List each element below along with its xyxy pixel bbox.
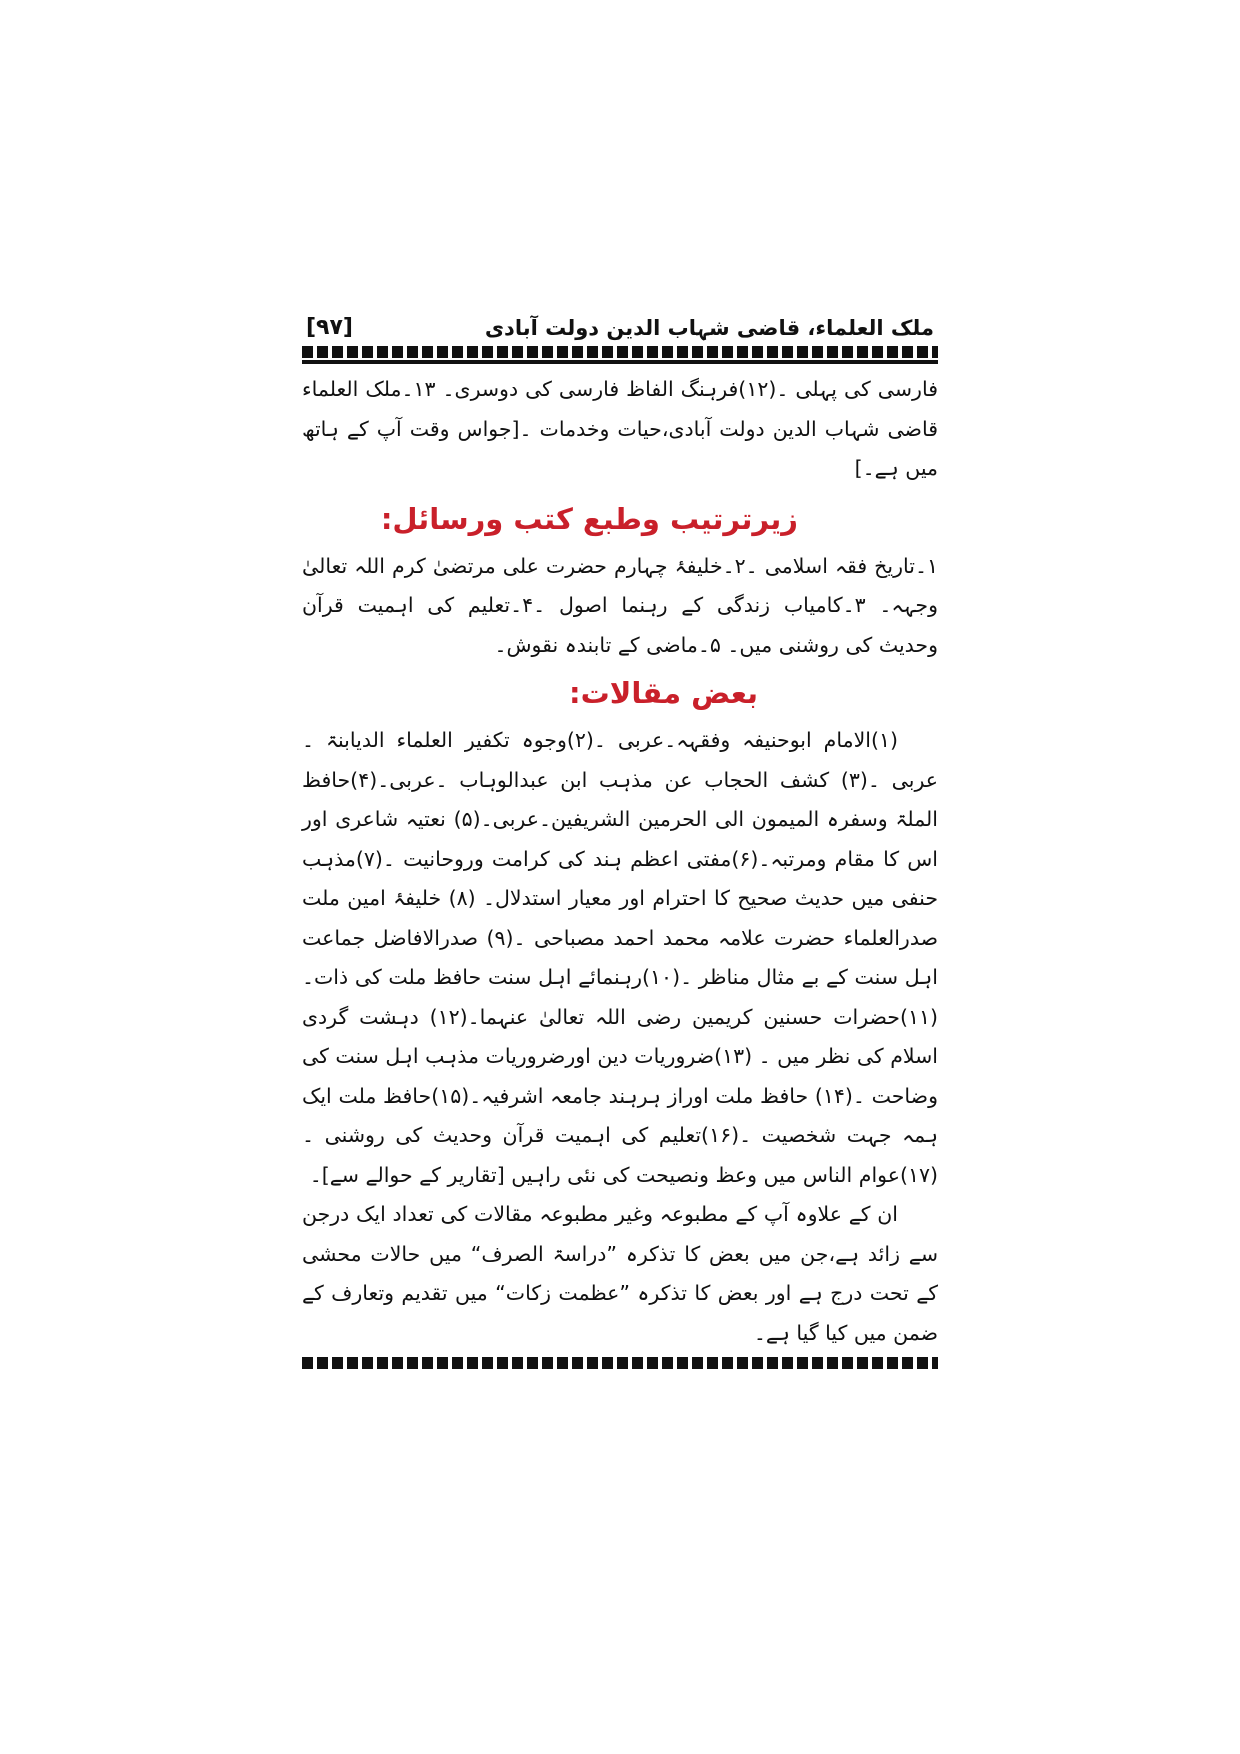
section-heading-articles: بعض مقالات: [569,676,758,710]
articles-list-paragraph: (۱)الامام ابوحنیفہ وفقہہ۔عربی ۔(۲)وجوہ تکفیر العلماء الدیابنۃ ۔عربی ۔(۳) کشف الحجاب عن مذہب ابن عبدالوہاب ۔عربی۔(۴)حافظ الملۃ وسفرہ المیمون الی الحرمین الشریفین۔عربی۔(۵) نعتیہ شاعری اور اس کا مقام ومرتبہ۔(۶)مفتی اعظم ہند کی کرامت وروحانیت ۔(۷)مذہب حنفی میں حدیث صحیح کا احترام اور معیار استدلال۔ (۸) خلیفۂ امین ملت صدرالعلماء حضرت علامہ محمد احمد مصباحی ۔(۹) صدرالافاضل جماعت اہل سنت کے بے مثال مناظر ۔(۱۰)رہنمائے اہل سنت حافظ ملت کی ذات۔ (۱۱)حضرات حسنین کریمین رضی اللہ تعالیٰ عنہما۔(۱۲) دہشت گردی اسلام کی نظر میں ۔ (۱۳)ضروریات دین اورضروریات مذہب اہل سنت کی وضاحت ۔(۱۴) حافظ ملت اوراز ہرہند جامعہ اشرفیہ۔(۱۵)حافظ ملت ایک ہمہ جہت شخصیت ۔(۱۶)تعلیم کی اہمیت قرآن وحدیث کی روشنی ۔(۱۷)عوام الناس میں وعظ ونصیحت کی نئی راہیں [تقاریر کے حوالے سے]۔ [302,728,939,1187]
running-title: ملک العلماء، قاضی شہاب الدین دولت آبادی [484,316,934,340]
section-heading-books: زیرترتیب وطبع کتب ورسائل: [380,501,798,536]
footer-dashed-rule [302,1357,938,1369]
page-number: [۹۷] [306,315,353,340]
intro-paragraph: فارسی کی پہلی ۔(۱۲)فرہنگ الفاظ فارسی کی دوسری۔ ۱۳۔ملک العلماء قاضی شہاب الدین دولت آبادی،حیات وخدمات ۔[جواس وقت آپ کے ہاتھ میں ہے۔] [302,377,938,480]
books-list-paragraph: ۱۔تاریخ فقہ اسلامی ۔۲۔خلیفۂ چہارم حضرت علی مرتضیٰ کرم اللہ تعالیٰ وجہہ۔ ۳۔کامیاب زندگی کے رہنما اصول ۔۴۔تعلیم کی اہمیت قرآن وحدیث کی روشنی میں۔ ۵۔ماضی کے تابندہ نقوش۔ [302,553,938,657]
header-solid-rule [302,360,938,364]
page-header [302,300,938,340]
closing-paragraph: ان کے علاوہ آپ کے مطبوعہ وغیر مطبوعہ مقالات کی تعداد ایک درجن سے زائد ہے،جن میں بعض کا تذکرہ ”دراسۃ الصرف“ میں حالات محشی کے تحت درج ہے اور بعض کا تذکرہ ”عظمت زکات“ میں تقدیم وتعارف کے ضمن میں کیا گیا ہے۔ [302,1202,938,1345]
header-dashed-rule [302,346,938,358]
book-page [302,300,938,1369]
